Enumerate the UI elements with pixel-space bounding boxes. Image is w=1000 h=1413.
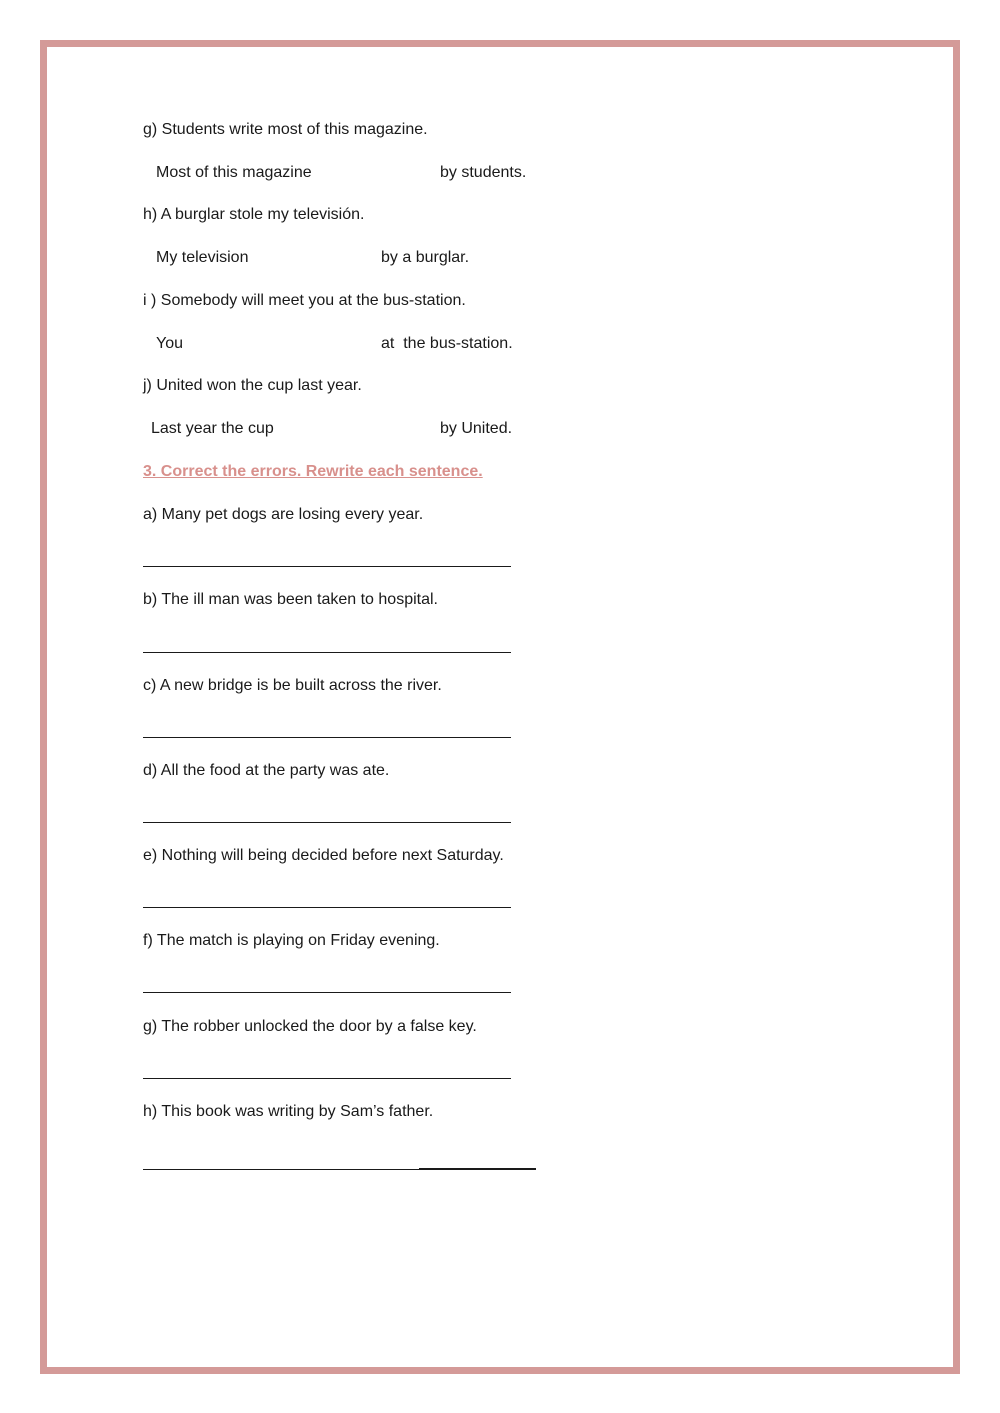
answer-line-d[interactable] — [143, 822, 511, 823]
section-heading: 3. Correct the errors. Rewrite each sentence. — [143, 463, 483, 480]
error-sentence-b: b) The ill man was been taken to hospital. — [143, 591, 438, 608]
answer-line-c[interactable] — [143, 737, 511, 738]
rewrite-prefix-j: Last year the cup — [151, 420, 274, 437]
answer-line-a[interactable] — [143, 566, 511, 567]
rewrite-prefix-g: Most of this magazine — [156, 164, 312, 181]
error-sentence-c: c) A new bridge is be built across the river. — [143, 677, 442, 694]
error-sentence-h: h) This book was writing by Sam’s father. — [143, 1103, 434, 1120]
answer-line-b[interactable] — [143, 652, 511, 653]
sentence-h: h) A burglar stole my televisión. — [143, 206, 365, 223]
answer-line-e[interactable] — [143, 907, 511, 908]
rewrite-suffix-h: by a burglar. — [381, 249, 470, 266]
error-sentence-a: a) Many pet dogs are losing every year. — [143, 506, 424, 523]
error-sentence-d: d) All the food at the party was ate. — [143, 762, 390, 779]
answer-line-f[interactable] — [143, 992, 511, 993]
answer-line-g[interactable] — [143, 1078, 511, 1079]
answer-line-h[interactable] — [143, 1169, 419, 1170]
sentence-j: j) United won the cup last year. — [143, 377, 362, 394]
rewrite-prefix-i: You — [156, 335, 183, 352]
rewrite-prefix-h: My television — [156, 249, 249, 266]
rewrite-suffix-i: at the bus-station. — [381, 335, 513, 352]
sentence-i: i ) Somebody will meet you at the bus-station. — [143, 292, 466, 309]
error-sentence-f: f) The match is playing on Friday evening. — [143, 932, 440, 949]
answer-line-h-extension[interactable] — [419, 1168, 536, 1170]
error-sentence-e: e) Nothing will being decided before next Saturday. — [143, 847, 504, 864]
rewrite-suffix-j: by United. — [440, 420, 513, 437]
rewrite-suffix-g: by students. — [440, 164, 527, 181]
error-sentence-g: g) The robber unlocked the door by a false key. — [143, 1018, 477, 1035]
page-border — [40, 40, 960, 1374]
sentence-g: g) Students write most of this magazine. — [143, 121, 428, 138]
